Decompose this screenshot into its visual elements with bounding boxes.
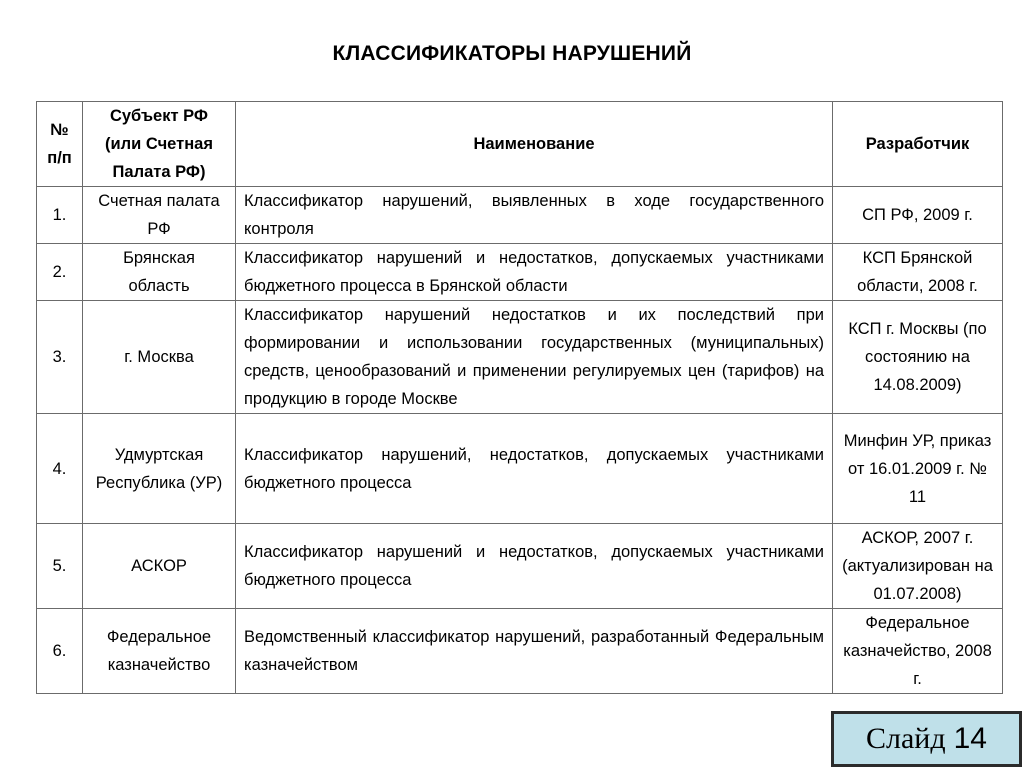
row-name: Классификатор нарушений, недостатков, допускаемых участниками бюджетного процесса — [236, 414, 833, 524]
row-num: 6. — [37, 609, 83, 694]
row-subject: Федеральное казначейство — [83, 609, 236, 694]
row-name: Классификатор нарушений и недостатков, допускаемых участниками бюджетного процесса — [236, 524, 833, 609]
row-developer: КСП Брянской области, 2008 г. — [833, 244, 1003, 301]
table-row — [37, 244, 1003, 301]
row-subject: Удмуртская Республика (УР) — [83, 414, 236, 524]
row-developer: Федеральное казначейство, 2008 г. — [833, 609, 1003, 694]
slide-label: Слайд — [866, 722, 946, 755]
row-subject: АСКОР — [83, 524, 236, 609]
table-header-row — [37, 102, 1003, 187]
row-name: Классификатор нарушений недостатков и их последствий при формировании и использовании государственных (муниципальных) средств, ценообразований и применении регулируемых цен (тарифов) на продукцию в городе Москве — [236, 301, 833, 414]
row-developer: КСП г. Москвы (по состоянию на 14.08.2009) — [833, 301, 1003, 414]
row-developer: СП РФ, 2009 г. — [833, 187, 1003, 244]
row-num: 1. — [37, 187, 83, 244]
row-name: Классификатор нарушений и недостатков, допускаемых участниками бюджетного процесса в Брянской области — [236, 244, 833, 301]
row-developer: Минфин УР, приказ от 16.01.2009 г. № 11 — [833, 414, 1003, 524]
page-title: КЛАССИФИКАТОРЫ НАРУШЕНИЙ — [332, 42, 692, 65]
table-row — [37, 524, 1003, 609]
row-subject: Счетная палата РФ — [83, 187, 236, 244]
classifiers-table — [36, 101, 1003, 694]
row-num: 5. — [37, 524, 83, 609]
row-subject: г. Москва — [83, 301, 236, 414]
row-name: Классификатор нарушений, выявленных в ходе государственного контроля — [236, 187, 833, 244]
slide-number-badge — [831, 711, 1022, 767]
row-subject: Брянская область — [83, 244, 236, 301]
table-row — [37, 187, 1003, 244]
row-developer: АСКОР, 2007 г. (актуализирован на 01.07.2008) — [833, 524, 1003, 609]
table-row — [37, 414, 1003, 524]
table-row — [37, 609, 1003, 694]
slide-number: 14 — [953, 722, 987, 755]
row-num: 3. — [37, 301, 83, 414]
header-name: Наименование — [236, 102, 833, 187]
header-num: № п/п — [37, 102, 83, 187]
header-subject: Субъект РФ (или Счетная Палата РФ) — [83, 102, 236, 187]
header-developer: Разработчик — [833, 102, 1003, 187]
table-row — [37, 301, 1003, 414]
row-name: Ведомственный классификатор нарушений, разработанный Федеральным казначейством — [236, 609, 833, 694]
row-num: 2. — [37, 244, 83, 301]
row-num: 4. — [37, 414, 83, 524]
